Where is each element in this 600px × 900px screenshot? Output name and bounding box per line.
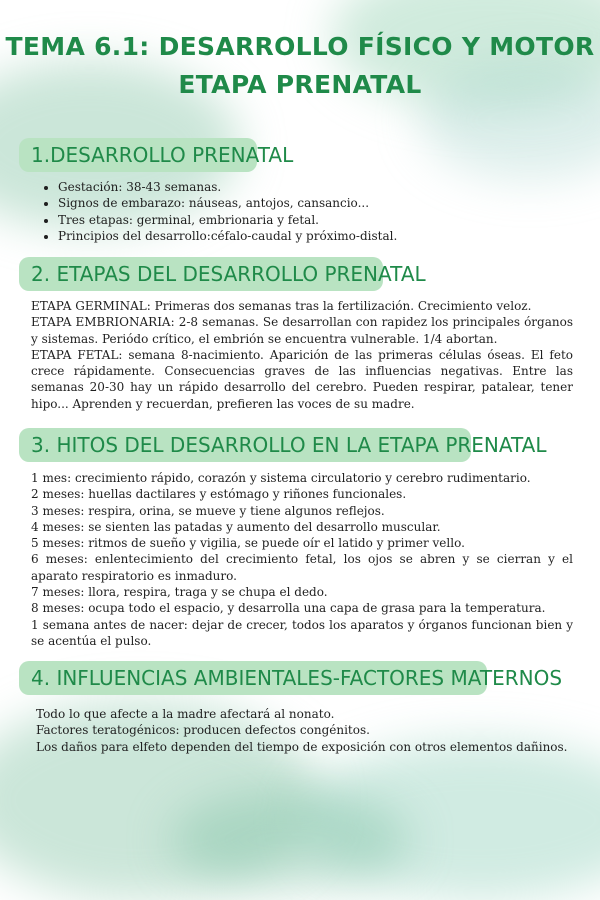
section-body-influencias [36, 706, 576, 755]
milestone-item: 2 meses: huellas dactilares y estómago y riñones funcionales. [31, 487, 407, 502]
section-heading-etapas: 2. ETAPAS DEL DESARROLLO PRENATAL [19, 257, 383, 291]
milestone-item: 7 meses: llora, respira, traga y se chupa el dedo. [31, 585, 328, 600]
list-item: • Signos de embarazo: náuseas, antojos, cansancio... [58, 195, 598, 211]
list-item: • Tres etapas: germinal, embrionaria y fetal. [58, 212, 598, 228]
list-item: • Principios del desarrollo:céfalo-caudal y próximo-distal. [58, 228, 598, 244]
influence-line: Los daños para elfeto dependen del tiempo de exposición con otros elementos dañinos. [36, 739, 568, 754]
milestone-item: 1 semana antes de nacer: dejar de crecer, todos los aparatos y órganos funcionan bien y se acentúa el pulso. [31, 617, 573, 648]
paragraph-etapa-germinal: ETAPA GERMINAL: Primeras dos semanas tras la fertilización. Crecimiento veloz. [31, 299, 532, 313]
watercolor-wash [300, 740, 600, 900]
page-title [0, 28, 600, 104]
section-heading-hitos: 3. HITOS DEL DESARROLLO EN LA ETAPA PRENATAL [19, 428, 471, 462]
milestone-item: 6 meses: enlentecimiento del crecimiento fetal, los ojos se abren y se cierran y el aparato respiratorio es inmaduro. [31, 552, 573, 583]
paragraph-etapa-embrionaria: ETAPA EMBRIONARIA: 2-8 semanas. Se desarrollan con rapidez los principales órganos y sistemas. Periódo crítico, el embrión se encuentra vulnerable. 1/4 abortan. [31, 315, 573, 346]
influence-line: Factores teratogénicos: producen defectos congénitos. [36, 723, 370, 738]
section-heading-influencias: 4. INFLUENCIAS AMBIENTALES-FACTORES MATERNOS [19, 661, 487, 695]
page-title-line: TEMA 6.1: DESARROLLO FÍSICO Y MOTOR [5, 32, 595, 61]
milestone-item: 3 meses: respira, orina, se mueve y tiene algunos reflejos. [31, 503, 385, 518]
section-body-hitos [31, 470, 573, 649]
section-heading-desarrollo-prenatal: 1.DESARROLLO PRENATAL [19, 138, 257, 172]
page-subtitle-line: ETAPA PRENATAL [178, 70, 422, 99]
milestone-item: 8 meses: ocupa todo el espacio, y desarrolla una capa de grasa para la temperatura. [31, 601, 546, 616]
milestone-item: 4 meses: se sienten las patadas y aumento del desarrollo muscular. [31, 519, 441, 534]
milestone-item: 5 meses: ritmos de sueño y vigilia, se puede oír el latido y primer vello. [31, 536, 465, 551]
list-item: • Gestación: 38-43 semanas. [58, 179, 598, 195]
section-body-etapas [31, 298, 573, 412]
section-list-desarrollo-prenatal [26, 179, 598, 244]
paragraph-etapa-fetal: ETAPA FETAL: semana 8-nacimiento. Aparición de las primeras células óseas. El feto crece rápidamente. Consecuencias graves de las influencias negativas. Entre las semanas 20-30 hay un rápido desarrollo del cerebro. Pueden respirar, patalear, tener hipo... Aprenden y recuerdan, prefieren las voces de su madre. [31, 347, 573, 411]
influence-line: Todo lo que afecte a la madre afectará al nonato. [36, 707, 335, 721]
milestone-item: 1 mes: crecimiento rápido, corazón y sistema circulatorio y cerebro rudimentario. [31, 471, 531, 485]
watercolor-wash [170, 790, 410, 890]
